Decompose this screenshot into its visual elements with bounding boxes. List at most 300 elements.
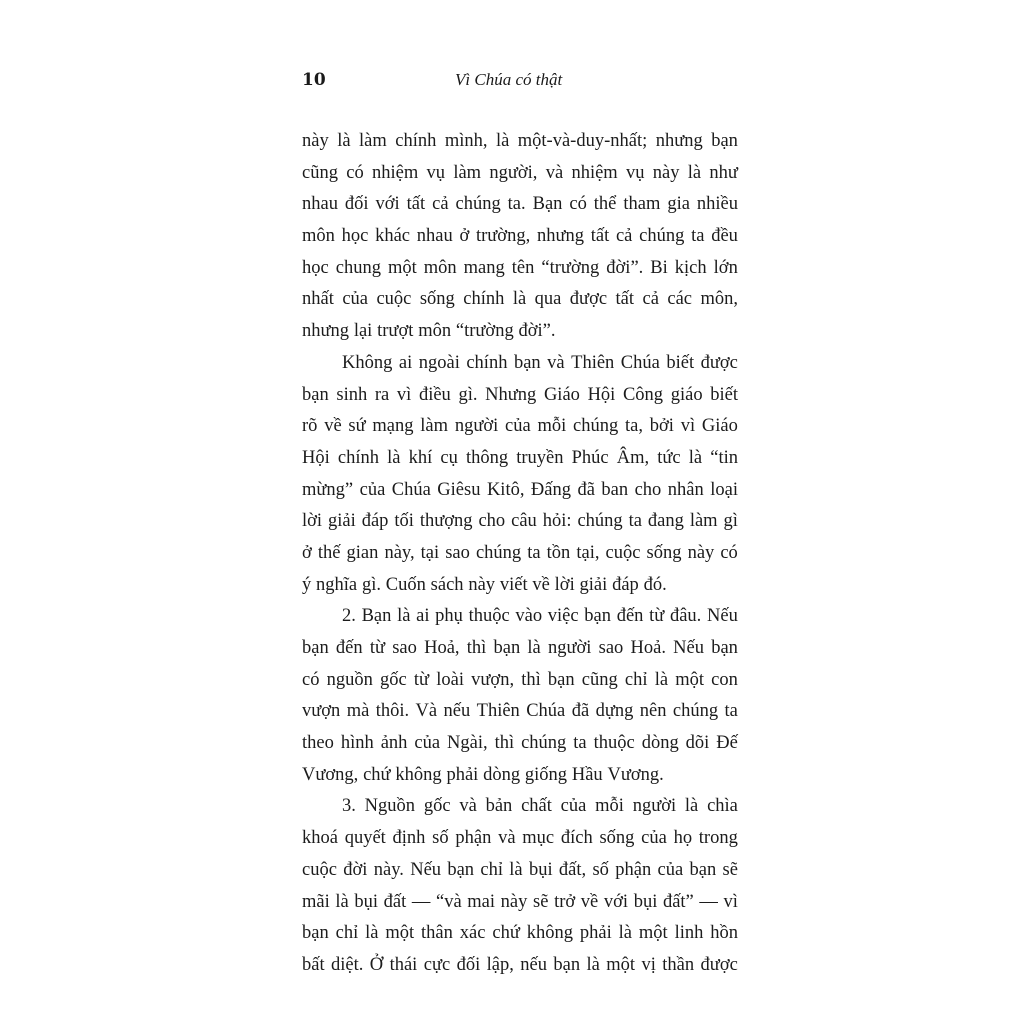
word: Công bbox=[622, 384, 664, 405]
word: Bạn bbox=[532, 194, 563, 215]
word: với bbox=[375, 194, 400, 215]
word: bạn bbox=[513, 352, 541, 373]
word: quyết bbox=[344, 828, 386, 849]
word: gì bbox=[723, 511, 738, 532]
body-text bbox=[302, 126, 738, 982]
word: — bbox=[411, 891, 431, 912]
word: sống bbox=[419, 289, 455, 310]
word: chỉ bbox=[624, 669, 648, 690]
word: thuộc bbox=[468, 606, 510, 627]
word: đời”. bbox=[518, 321, 556, 342]
word: này bbox=[500, 891, 528, 912]
word: sống bbox=[599, 828, 635, 849]
word: chúng bbox=[455, 194, 501, 215]
word: Hoả, bbox=[424, 638, 460, 658]
word: ra bbox=[374, 384, 390, 405]
word: mừng” bbox=[302, 479, 354, 500]
word: sao bbox=[598, 638, 624, 658]
word: đáp bbox=[612, 574, 639, 595]
word: người bbox=[632, 796, 677, 817]
word: là bbox=[495, 131, 510, 151]
word: gia bbox=[667, 194, 690, 215]
word: giải bbox=[579, 574, 608, 595]
text-line bbox=[302, 887, 738, 919]
word: có bbox=[346, 162, 364, 183]
word: Đế bbox=[716, 733, 738, 754]
word: làm bbox=[453, 162, 482, 183]
word: sẽ bbox=[533, 891, 549, 912]
text-line bbox=[302, 665, 738, 697]
word: bạn bbox=[302, 384, 329, 405]
word: mạng bbox=[372, 416, 414, 437]
word: nhưng bbox=[536, 226, 584, 247]
word: mục bbox=[522, 828, 555, 849]
word: “trường bbox=[541, 257, 600, 278]
word: người, bbox=[489, 162, 538, 183]
word: mỗi bbox=[595, 796, 624, 817]
word: này bbox=[687, 542, 715, 563]
text-line bbox=[302, 950, 738, 982]
word: tất bbox=[406, 194, 426, 215]
word: dựng bbox=[595, 701, 634, 722]
text-line bbox=[302, 348, 738, 380]
word: bụi bbox=[528, 859, 553, 880]
word: — bbox=[699, 891, 718, 912]
word: không bbox=[526, 923, 573, 944]
word: đã bbox=[571, 701, 590, 722]
word: loại bbox=[710, 479, 738, 500]
word: chính bbox=[337, 447, 379, 468]
text-line bbox=[302, 189, 738, 221]
word: từ bbox=[413, 669, 430, 690]
word: thái bbox=[389, 954, 418, 975]
word: 2. bbox=[342, 606, 356, 627]
word: là bbox=[687, 162, 702, 183]
word: cũng bbox=[581, 669, 618, 690]
text-line bbox=[302, 221, 738, 253]
word: chính bbox=[463, 289, 505, 310]
word: một bbox=[385, 923, 415, 944]
word: là bbox=[387, 447, 401, 468]
word: lời bbox=[554, 574, 575, 595]
word: đối bbox=[344, 194, 369, 215]
word: một bbox=[638, 923, 668, 944]
word: vì bbox=[396, 384, 412, 405]
word: là bbox=[365, 923, 379, 944]
word: gian bbox=[346, 542, 379, 563]
word: gốc bbox=[380, 669, 407, 690]
word: “trường bbox=[455, 321, 514, 342]
word: bạn bbox=[447, 859, 475, 880]
word: Chúa bbox=[391, 479, 431, 500]
word: vượn, bbox=[471, 669, 515, 690]
text-line bbox=[302, 284, 738, 316]
word: làm bbox=[420, 416, 449, 437]
word: là bbox=[335, 891, 349, 912]
word: nhiệm bbox=[571, 162, 618, 183]
word: mãi bbox=[302, 891, 330, 912]
word: một bbox=[387, 257, 417, 278]
word: lập, bbox=[486, 954, 514, 975]
word: là bbox=[527, 638, 541, 658]
word: và bbox=[547, 352, 565, 373]
word: vụ bbox=[625, 162, 645, 183]
text-line bbox=[302, 443, 738, 475]
word: thì bbox=[494, 733, 515, 754]
word: là bbox=[337, 131, 351, 151]
word: bạn bbox=[711, 131, 738, 151]
word: hình bbox=[340, 733, 374, 754]
word: đó. bbox=[643, 574, 667, 595]
word: Chúa bbox=[620, 352, 660, 373]
text-line bbox=[302, 918, 738, 950]
word: của bbox=[657, 859, 684, 880]
word: phận bbox=[455, 828, 492, 849]
word: môn bbox=[423, 257, 457, 278]
word: tất bbox=[615, 289, 635, 310]
word: chúng bbox=[475, 542, 522, 563]
word: bạn bbox=[493, 638, 521, 658]
word: Âm, bbox=[616, 447, 650, 468]
word: khác bbox=[375, 226, 411, 247]
word: được bbox=[700, 352, 738, 373]
word: đối bbox=[456, 954, 481, 975]
word: vào bbox=[515, 606, 543, 627]
word: trong bbox=[698, 828, 738, 849]
word: nếu bbox=[443, 701, 471, 722]
word: đất, bbox=[558, 859, 587, 880]
word: là bbox=[586, 954, 600, 975]
word: mai bbox=[467, 891, 496, 912]
word: Hầu bbox=[571, 764, 603, 785]
word: nhân bbox=[667, 479, 704, 500]
word: Nhưng bbox=[485, 384, 537, 405]
word: là bbox=[684, 796, 699, 817]
word: chứ bbox=[492, 923, 520, 944]
word: phận bbox=[615, 859, 652, 880]
word: nhưng bbox=[655, 131, 703, 151]
word: sống bbox=[646, 542, 682, 563]
word: Vương, bbox=[302, 764, 359, 785]
word: chúng bbox=[577, 511, 623, 532]
word: môn bbox=[302, 226, 335, 247]
word: “tin bbox=[710, 447, 738, 468]
word: đích bbox=[560, 828, 593, 849]
word: cuộc bbox=[605, 542, 641, 563]
word: bản bbox=[485, 796, 513, 817]
word: này bbox=[468, 574, 496, 595]
text-line bbox=[302, 158, 738, 190]
text-line bbox=[302, 760, 738, 792]
word: về bbox=[580, 891, 599, 912]
word: sinh bbox=[336, 384, 368, 405]
word: ở bbox=[459, 226, 470, 247]
page-number: 10 bbox=[302, 70, 326, 90]
word: tối bbox=[394, 511, 414, 532]
word: ảnh bbox=[380, 733, 408, 754]
word: có bbox=[302, 669, 320, 690]
word: biết bbox=[666, 352, 695, 373]
word: của bbox=[641, 828, 667, 849]
word: chung bbox=[335, 257, 381, 278]
word: của bbox=[342, 289, 368, 310]
text-line bbox=[302, 538, 738, 570]
word: việc bbox=[547, 606, 579, 627]
word: người bbox=[547, 638, 592, 658]
word: Thiên bbox=[571, 352, 615, 373]
word: giải bbox=[328, 511, 356, 532]
word: như bbox=[709, 162, 738, 183]
word: giáo bbox=[670, 384, 703, 405]
text-line bbox=[302, 506, 738, 538]
word: cả bbox=[642, 289, 659, 310]
word: con bbox=[711, 669, 738, 690]
word: nên bbox=[639, 701, 667, 722]
text-line bbox=[302, 791, 738, 823]
word: thể bbox=[593, 194, 617, 215]
word: đến bbox=[335, 638, 363, 658]
word: Bạn bbox=[361, 606, 392, 627]
word: ban bbox=[601, 479, 629, 500]
word: nếu bbox=[520, 954, 547, 975]
word: Hoả. bbox=[630, 638, 666, 658]
word: ở bbox=[302, 542, 312, 563]
word: ngoài bbox=[418, 352, 460, 373]
word: các bbox=[667, 289, 693, 310]
word: học bbox=[302, 257, 329, 278]
word: nguồn bbox=[326, 669, 373, 690]
word: là bbox=[688, 447, 703, 468]
word: Nguồn bbox=[364, 796, 416, 817]
word: một-và-duy-nhất; bbox=[517, 131, 648, 151]
word: chỉ bbox=[480, 859, 503, 880]
word: vì bbox=[680, 416, 696, 437]
text-line bbox=[302, 633, 738, 665]
word: chất bbox=[521, 796, 552, 817]
word: Không bbox=[342, 352, 393, 373]
word: tại bbox=[420, 542, 440, 563]
word: câu bbox=[511, 511, 537, 532]
word: mình, bbox=[444, 131, 488, 151]
word: thế bbox=[317, 542, 341, 563]
word: tại, bbox=[576, 542, 600, 563]
word: Giáo bbox=[701, 416, 738, 437]
word: thông bbox=[465, 447, 509, 468]
word: xác bbox=[459, 923, 486, 944]
word: lại bbox=[353, 321, 373, 342]
word: ta. bbox=[507, 194, 526, 215]
word: từ bbox=[649, 606, 665, 627]
word: Bi bbox=[650, 257, 668, 278]
word: đất” bbox=[662, 891, 694, 912]
word: tức bbox=[657, 447, 681, 468]
word: thân bbox=[421, 923, 453, 944]
word: định bbox=[392, 828, 426, 849]
word: hỏi: bbox=[542, 511, 572, 532]
word: bạn bbox=[302, 923, 329, 944]
word: cho bbox=[634, 479, 662, 500]
running-title: Vì Chúa có thật bbox=[455, 70, 563, 89]
word: ta bbox=[527, 542, 541, 563]
word: chúng bbox=[672, 701, 719, 722]
word: chúng bbox=[639, 226, 685, 247]
word: của bbox=[560, 796, 587, 817]
word: Hội bbox=[587, 384, 616, 405]
word: Giáo bbox=[543, 384, 580, 405]
word: gốc bbox=[423, 796, 451, 817]
word: kịch bbox=[674, 257, 707, 278]
word: sao bbox=[445, 542, 470, 563]
word: được bbox=[569, 289, 608, 310]
word: đời bbox=[343, 859, 368, 880]
word: mang bbox=[463, 257, 505, 278]
word: này bbox=[652, 162, 680, 183]
word: chúng bbox=[573, 416, 619, 437]
word: Chúa bbox=[526, 701, 566, 722]
word: giống bbox=[524, 764, 568, 785]
word: trượt bbox=[377, 321, 414, 342]
word: với bbox=[603, 891, 629, 912]
word: dòng bbox=[641, 733, 679, 754]
word: truyền bbox=[516, 447, 564, 468]
word: chỉ bbox=[335, 923, 359, 944]
word: phụ bbox=[435, 606, 463, 627]
word: thuộc bbox=[593, 733, 635, 754]
word: dòng bbox=[483, 764, 521, 785]
word: ta bbox=[573, 733, 587, 754]
word: làm bbox=[359, 131, 387, 151]
word: bạn bbox=[553, 954, 581, 975]
word: Vương. bbox=[607, 764, 664, 785]
word: viết bbox=[499, 574, 528, 595]
word: nhiều bbox=[696, 194, 738, 215]
word: Thiên bbox=[476, 701, 520, 722]
word: Kitô, bbox=[486, 479, 525, 500]
word: rõ bbox=[302, 416, 318, 437]
text-line bbox=[302, 411, 738, 443]
word: về bbox=[532, 574, 550, 595]
word: được bbox=[700, 954, 738, 975]
word: thì bbox=[466, 638, 487, 658]
word: đâu. bbox=[669, 606, 702, 627]
text-line bbox=[302, 601, 738, 633]
word: học bbox=[341, 226, 369, 247]
word: lời bbox=[302, 511, 323, 532]
text-line bbox=[302, 855, 738, 887]
word: một bbox=[675, 669, 704, 690]
word: dõi bbox=[685, 733, 710, 754]
word: phải bbox=[446, 764, 479, 785]
word: tất bbox=[590, 226, 610, 247]
word: bất bbox=[302, 954, 325, 975]
word: ta bbox=[691, 226, 705, 247]
word: bụi bbox=[354, 891, 378, 912]
word: gì. bbox=[458, 384, 478, 405]
word: cuộc bbox=[302, 859, 337, 880]
word: ta bbox=[724, 701, 738, 722]
word: qua bbox=[534, 289, 562, 310]
word: vụ bbox=[426, 162, 446, 183]
word: thì bbox=[521, 669, 541, 690]
word: thôi. bbox=[375, 701, 410, 722]
word: nhau bbox=[302, 194, 338, 215]
word: chính bbox=[395, 131, 437, 151]
word: mà bbox=[346, 701, 370, 722]
word: nhau bbox=[416, 226, 453, 247]
word: này, bbox=[384, 542, 415, 563]
word: chìa bbox=[707, 796, 738, 817]
word: cả bbox=[432, 194, 449, 215]
word: và bbox=[498, 828, 516, 849]
word: tên bbox=[511, 257, 535, 278]
word: bạn bbox=[302, 638, 329, 658]
word: đã bbox=[577, 479, 595, 500]
word: bạn bbox=[711, 638, 738, 658]
word: ý bbox=[302, 574, 312, 595]
word: hồn bbox=[710, 923, 738, 944]
text-line bbox=[302, 380, 738, 412]
word: Cuốn bbox=[385, 574, 426, 595]
word: đời”. bbox=[606, 257, 644, 278]
word: Nếu bbox=[707, 606, 738, 627]
word: biết bbox=[710, 384, 738, 405]
word: “và bbox=[435, 891, 462, 912]
word: nhất bbox=[302, 289, 334, 310]
word: đất bbox=[383, 891, 407, 912]
word: là bbox=[618, 923, 632, 944]
word: Hội bbox=[302, 447, 330, 468]
word: lớn bbox=[713, 257, 738, 278]
word: nhưng bbox=[302, 321, 350, 342]
word: và bbox=[545, 162, 564, 183]
text-line bbox=[302, 316, 738, 348]
word: đến bbox=[616, 606, 644, 627]
word: nghĩa bbox=[316, 574, 358, 595]
word: đáp bbox=[361, 511, 389, 532]
text-line bbox=[302, 696, 738, 728]
word: đều bbox=[711, 226, 738, 247]
word: điều bbox=[418, 384, 451, 405]
word: ai bbox=[416, 606, 430, 627]
word: 3. bbox=[342, 796, 356, 817]
word: khí bbox=[408, 447, 433, 468]
word: cũng bbox=[302, 162, 338, 183]
word: loài bbox=[436, 669, 464, 690]
word: Giêsu bbox=[437, 479, 481, 500]
word: gì. bbox=[361, 574, 381, 595]
word: cụ bbox=[440, 447, 458, 468]
text-line bbox=[302, 823, 738, 855]
word: chính bbox=[466, 352, 508, 373]
word: bạn bbox=[547, 669, 575, 690]
word: sách bbox=[430, 574, 464, 595]
word: của bbox=[414, 733, 441, 754]
word: Nếu bbox=[410, 859, 442, 880]
word: cả bbox=[615, 226, 633, 247]
page-header bbox=[302, 70, 738, 98]
word: Ngài, bbox=[447, 733, 488, 754]
word: bụi bbox=[633, 891, 658, 912]
word: tham bbox=[623, 194, 661, 215]
word: họ bbox=[673, 828, 693, 849]
word: bởi bbox=[649, 416, 674, 437]
word: ta, bbox=[625, 416, 643, 437]
word: bạn bbox=[689, 859, 717, 880]
word: ta bbox=[628, 511, 642, 532]
word: có bbox=[720, 542, 738, 563]
word: chứ bbox=[363, 764, 391, 785]
word: mỗi bbox=[537, 416, 567, 437]
